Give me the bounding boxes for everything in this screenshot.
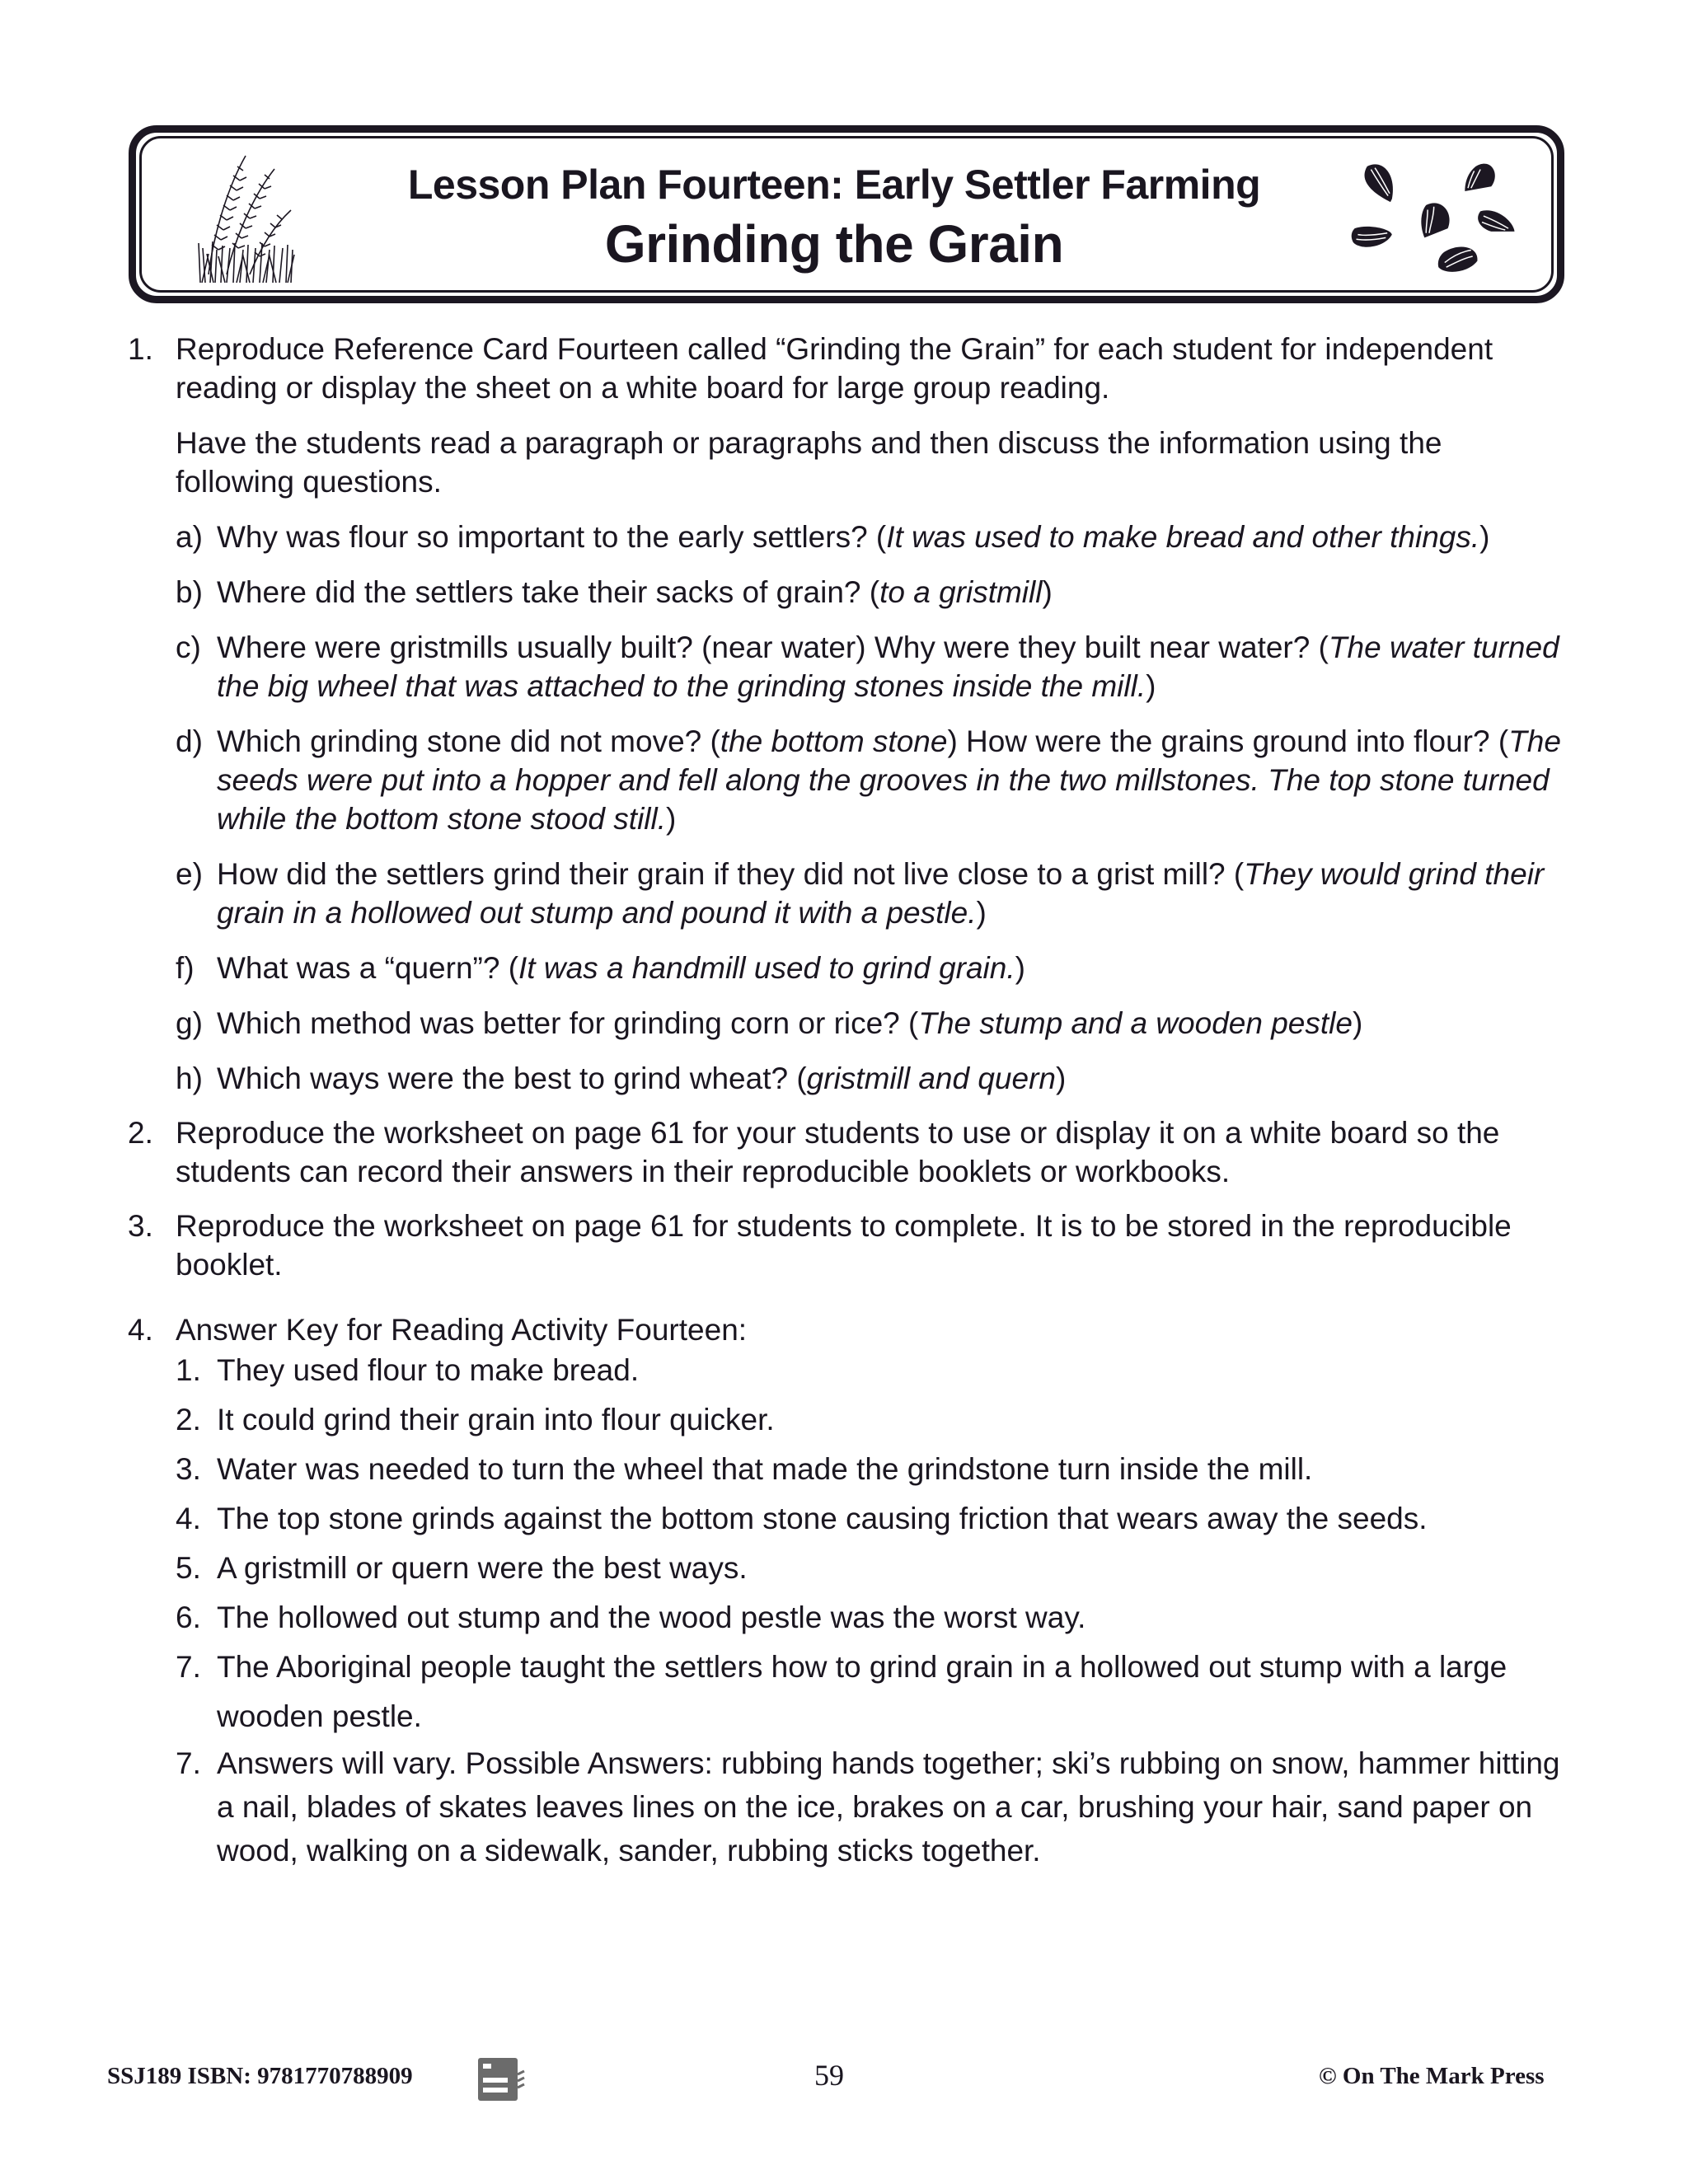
question-answer: It was used to make bread and other things. bbox=[886, 520, 1480, 554]
question-label: b) bbox=[176, 575, 203, 609]
answer-label: 6. bbox=[176, 1601, 201, 1634]
question-answer: The water turned the big wheel that was attached to the grinding stones inside the mill. bbox=[217, 630, 1559, 703]
step-2 bbox=[128, 1113, 1562, 1191]
paren-close: ) bbox=[1042, 575, 1053, 609]
question-answer: It was a handmill used to grind grain. bbox=[518, 951, 1015, 985]
paren-close: ) bbox=[976, 896, 987, 930]
question-a bbox=[176, 518, 1562, 556]
question-answer: gristmill and quern bbox=[806, 1062, 1056, 1095]
question-text: Which method was better for grinding corn or rice? ( bbox=[217, 1006, 919, 1040]
paren-close: ) bbox=[1352, 1006, 1363, 1040]
paren-close: ) bbox=[1055, 1062, 1067, 1095]
question-answer: They would grind their grain in a hollowed out stump and pound it with a pestle. bbox=[217, 857, 1545, 930]
question-b bbox=[176, 573, 1562, 612]
question-label: f) bbox=[176, 951, 195, 985]
question-label: g) bbox=[176, 1006, 203, 1040]
answer-7 bbox=[176, 1643, 1562, 1741]
step-3 bbox=[128, 1207, 1562, 1284]
step-1 bbox=[128, 330, 1562, 1098]
answer-label: 2. bbox=[176, 1403, 201, 1436]
question-label: d) bbox=[176, 724, 203, 758]
product-code-isbn: SSJ189 ISBN: 9781770788909 bbox=[107, 2063, 413, 2089]
answer-text: The top stone grinds against the bottom stone causing friction that wears away the seeds. bbox=[217, 1502, 1428, 1535]
paren-close: ) bbox=[666, 802, 677, 836]
answer-text: They used flour to make bread. bbox=[217, 1353, 640, 1387]
answer-3 bbox=[176, 1445, 1562, 1494]
question-c bbox=[176, 628, 1562, 705]
answer-4 bbox=[176, 1494, 1562, 1544]
step-number: 1. bbox=[128, 332, 153, 366]
page-number: 59 bbox=[814, 2059, 844, 2092]
answer-label: 1. bbox=[176, 1353, 201, 1387]
answer-label: 7. bbox=[176, 1746, 201, 1780]
lesson-steps bbox=[128, 330, 1562, 1872]
answer-text: A gristmill or quern were the best ways. bbox=[217, 1551, 748, 1585]
answer-label: 5. bbox=[176, 1551, 201, 1585]
step-number: 4. bbox=[128, 1313, 153, 1347]
answer-label: 4. bbox=[176, 1502, 201, 1535]
answer-text: The Aboriginal people taught the settlers how to grind grain in a hollowed out stump with a large wooden pestle. bbox=[217, 1650, 1507, 1733]
step-4-answer-key bbox=[128, 1310, 1562, 1872]
question-h bbox=[176, 1059, 1562, 1098]
answer-1 bbox=[176, 1346, 1562, 1395]
question-f bbox=[176, 949, 1562, 987]
answer-6 bbox=[176, 1593, 1562, 1643]
grain-seeds-icon bbox=[1326, 151, 1532, 283]
answer-text: The hollowed out stump and the wood pestle was the worst way. bbox=[217, 1601, 1086, 1634]
answer-text: It could grind their grain into flour quicker. bbox=[217, 1403, 775, 1436]
question-d bbox=[176, 722, 1562, 838]
question-text: Which ways were the best to grind wheat? ( bbox=[217, 1062, 807, 1095]
question-text: Why was flour so important to the early settlers? ( bbox=[217, 520, 887, 554]
answer-5 bbox=[176, 1544, 1562, 1593]
answer-label: 7. bbox=[176, 1650, 201, 1684]
question-text: Which grinding stone did not move? ( bbox=[217, 724, 720, 758]
question-text-2: ) How were the grains ground into flour? ( bbox=[947, 724, 1509, 758]
step-1-paragraph-1: Reproduce Reference Card Fourteen called “Grinding the Grain” for each student for independent reading or display the sheet on a white board for large group reading. bbox=[176, 332, 1493, 405]
question-text: How did the settlers grind their grain if they did not live close to a grist mill? ( bbox=[217, 857, 1245, 891]
answer-7-friction-examples bbox=[176, 1741, 1562, 1872]
answer-label: 3. bbox=[176, 1452, 201, 1486]
paren-close: ) bbox=[1146, 669, 1156, 703]
lesson-plan-subtitle: Lesson Plan Fourteen: Early Settler Farming bbox=[407, 162, 1261, 208]
question-label: h) bbox=[176, 1062, 203, 1095]
question-text: Where did the settlers take their sacks of grain? ( bbox=[217, 575, 880, 609]
step-2-text: Reproduce the worksheet on page 61 for your students to use or display it on a white board so the students can record their answers in their reproducible booklets or workbooks. bbox=[176, 1116, 1500, 1188]
question-answer: to a gristmill bbox=[879, 575, 1043, 609]
answer-text: Answers will vary. Possible Answers: rubbing hands together; ski’s rubbing on snow, hammer hitting a nail, blades of skates leaves lines on the ice, brakes on a car, brushing your hair, sand paper on wood, walking on a sidewalk, sander, rubbing sticks together. bbox=[217, 1746, 1560, 1868]
step-3-text: Reproduce the worksheet on page 61 for students to complete. It is to be stored in the reproducible booklet. bbox=[176, 1209, 1512, 1282]
lesson-header-box bbox=[129, 125, 1564, 303]
copyright-notice: © On The Mark Press bbox=[1319, 2063, 1545, 2089]
question-answer: the bottom stone bbox=[720, 724, 948, 758]
answer-key-heading: Answer Key for Reading Activity Fourteen: bbox=[176, 1313, 748, 1347]
step-1-paragraph-2: Have the students read a paragraph or paragraphs and then discuss the information using the following questions. bbox=[176, 426, 1442, 499]
printer-icon bbox=[476, 2056, 526, 2102]
lesson-title: Grinding the Grain bbox=[604, 214, 1064, 274]
answer-2 bbox=[176, 1395, 1562, 1445]
answer-text: Water was needed to turn the wheel that made the grindstone turn inside the mill. bbox=[217, 1452, 1313, 1486]
question-label: c) bbox=[176, 630, 201, 664]
page-footer bbox=[0, 2056, 1688, 2106]
question-label: a) bbox=[176, 520, 203, 554]
question-text: Where were gristmills usually built? (near water) Why were they built near water? ( bbox=[217, 630, 1329, 664]
step-number: 2. bbox=[128, 1116, 153, 1150]
question-label: e) bbox=[176, 857, 203, 891]
paren-close: ) bbox=[1479, 520, 1490, 554]
question-text: What was a “quern”? ( bbox=[217, 951, 519, 985]
question-e bbox=[176, 855, 1562, 932]
paren-close: ) bbox=[1015, 951, 1025, 985]
question-answer-2: The seeds were put into a hopper and fell along the grooves in the two millstones. The top stone turned while the bottom stone stood still. bbox=[217, 724, 1561, 836]
question-answer: The stump and a wooden pestle bbox=[918, 1006, 1353, 1040]
step-number: 3. bbox=[128, 1209, 153, 1243]
question-g bbox=[176, 1004, 1562, 1043]
